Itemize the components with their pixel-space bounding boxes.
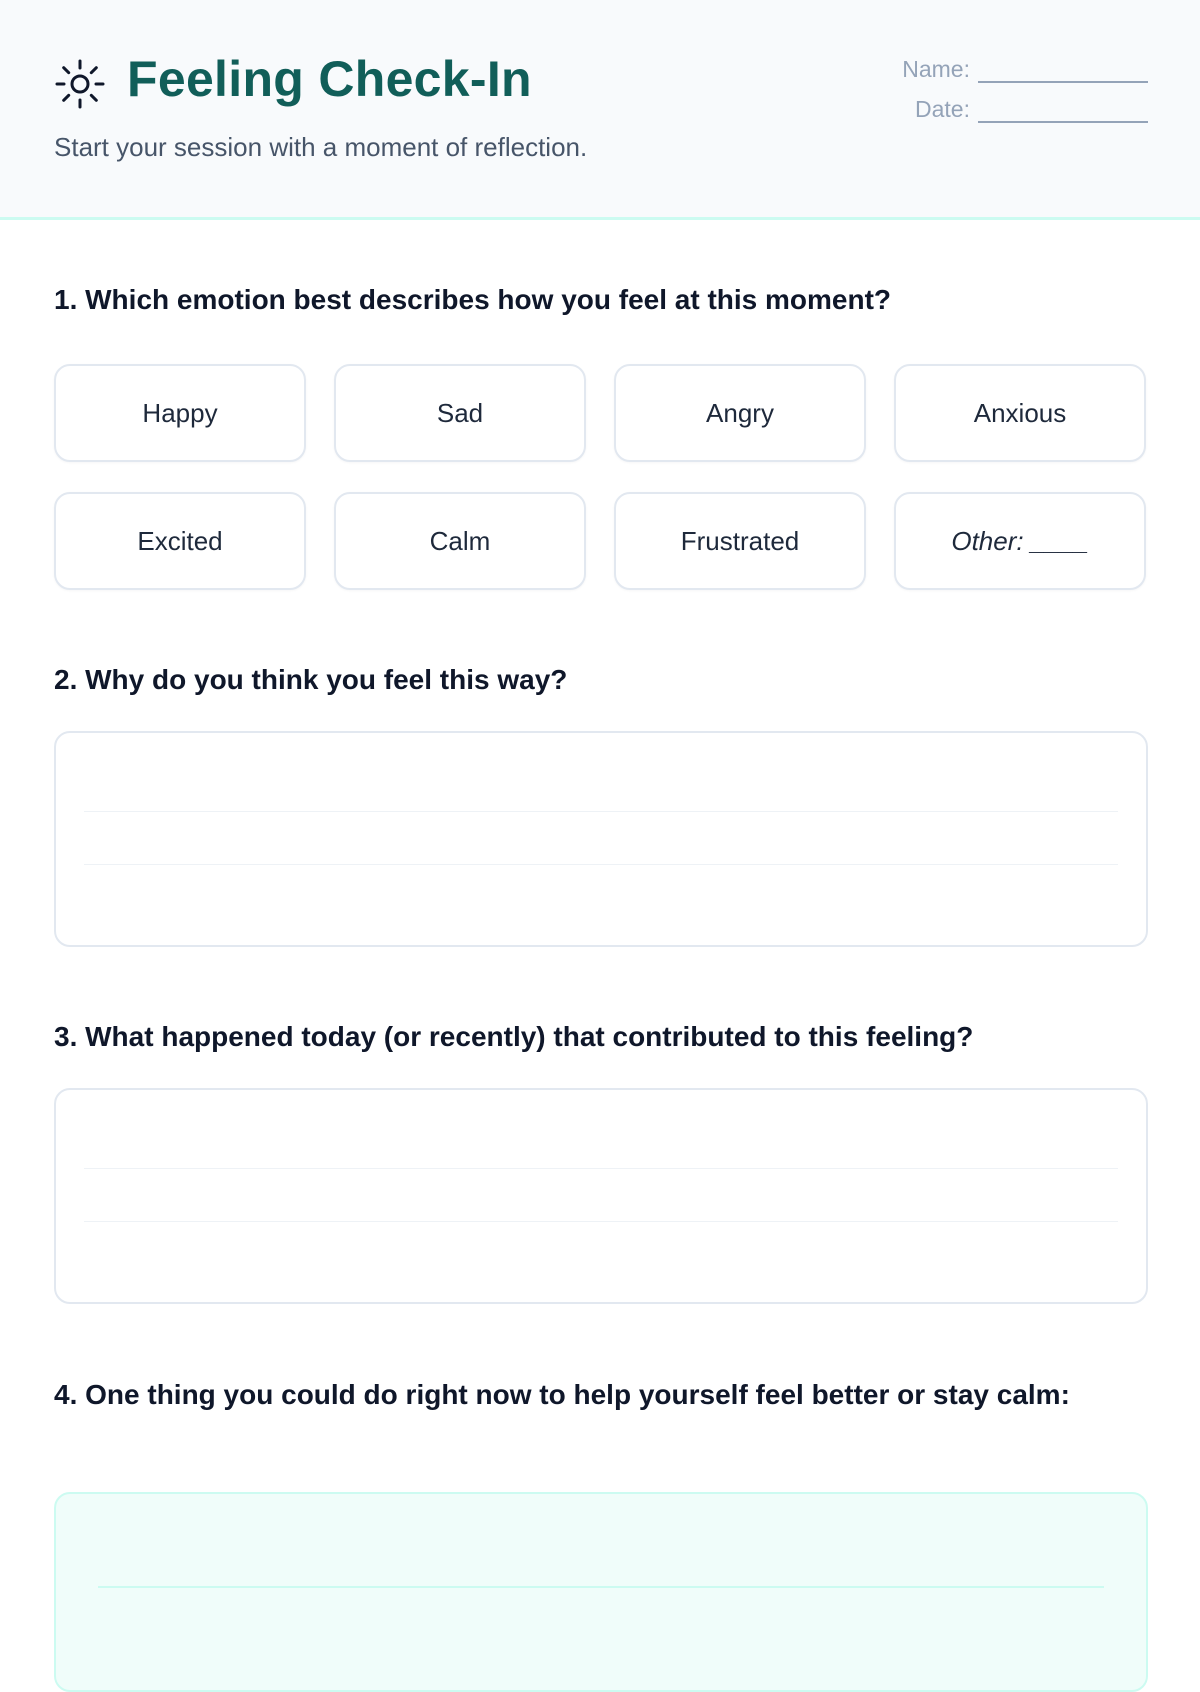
writing-line	[98, 1586, 1104, 1588]
writing-line	[84, 1168, 1118, 1169]
name-label: Name:	[902, 56, 970, 82]
question-2: 2. Why do you think you feel this way?	[54, 664, 568, 695]
question-1: 1. Which emotion best describes how you feel at this moment?	[54, 284, 892, 315]
page-subtitle: Start your session with a moment of reflection.	[54, 132, 588, 162]
writing-line	[84, 811, 1118, 812]
emotion-option-happy[interactable]: Happy	[54, 364, 306, 462]
emotion-options	[54, 364, 1148, 590]
emotion-option-angry[interactable]: Angry	[614, 364, 866, 462]
question-4: 4. One thing you could do right now to help yourself feel better or stay calm:	[54, 1379, 1070, 1410]
emotion-option-frustrated[interactable]: Frustrated	[614, 492, 866, 590]
date-label: Date:	[915, 96, 970, 122]
sun-icon	[54, 58, 106, 110]
emotion-option-calm[interactable]: Calm	[334, 492, 586, 590]
worksheet-header	[0, 0, 1200, 220]
emotion-option-other[interactable]: Other: ____	[894, 492, 1146, 590]
writing-line	[84, 864, 1118, 865]
question-3: 3. What happened today (or recently) that contributed to this feeling?	[54, 1021, 974, 1052]
answer-box-3[interactable]	[54, 1088, 1148, 1304]
answer-box-2[interactable]	[54, 731, 1148, 947]
name-field[interactable]	[902, 56, 1148, 83]
emotion-option-excited[interactable]: Excited	[54, 492, 306, 590]
name-blank[interactable]	[978, 61, 1148, 83]
date-blank[interactable]	[978, 101, 1148, 123]
writing-line	[84, 1221, 1118, 1222]
date-field[interactable]	[915, 96, 1148, 123]
emotion-option-sad[interactable]: Sad	[334, 364, 586, 462]
answer-box-4[interactable]	[54, 1492, 1148, 1692]
page-title: Feeling Check-In	[127, 51, 532, 107]
emotion-option-anxious[interactable]: Anxious	[894, 364, 1146, 462]
